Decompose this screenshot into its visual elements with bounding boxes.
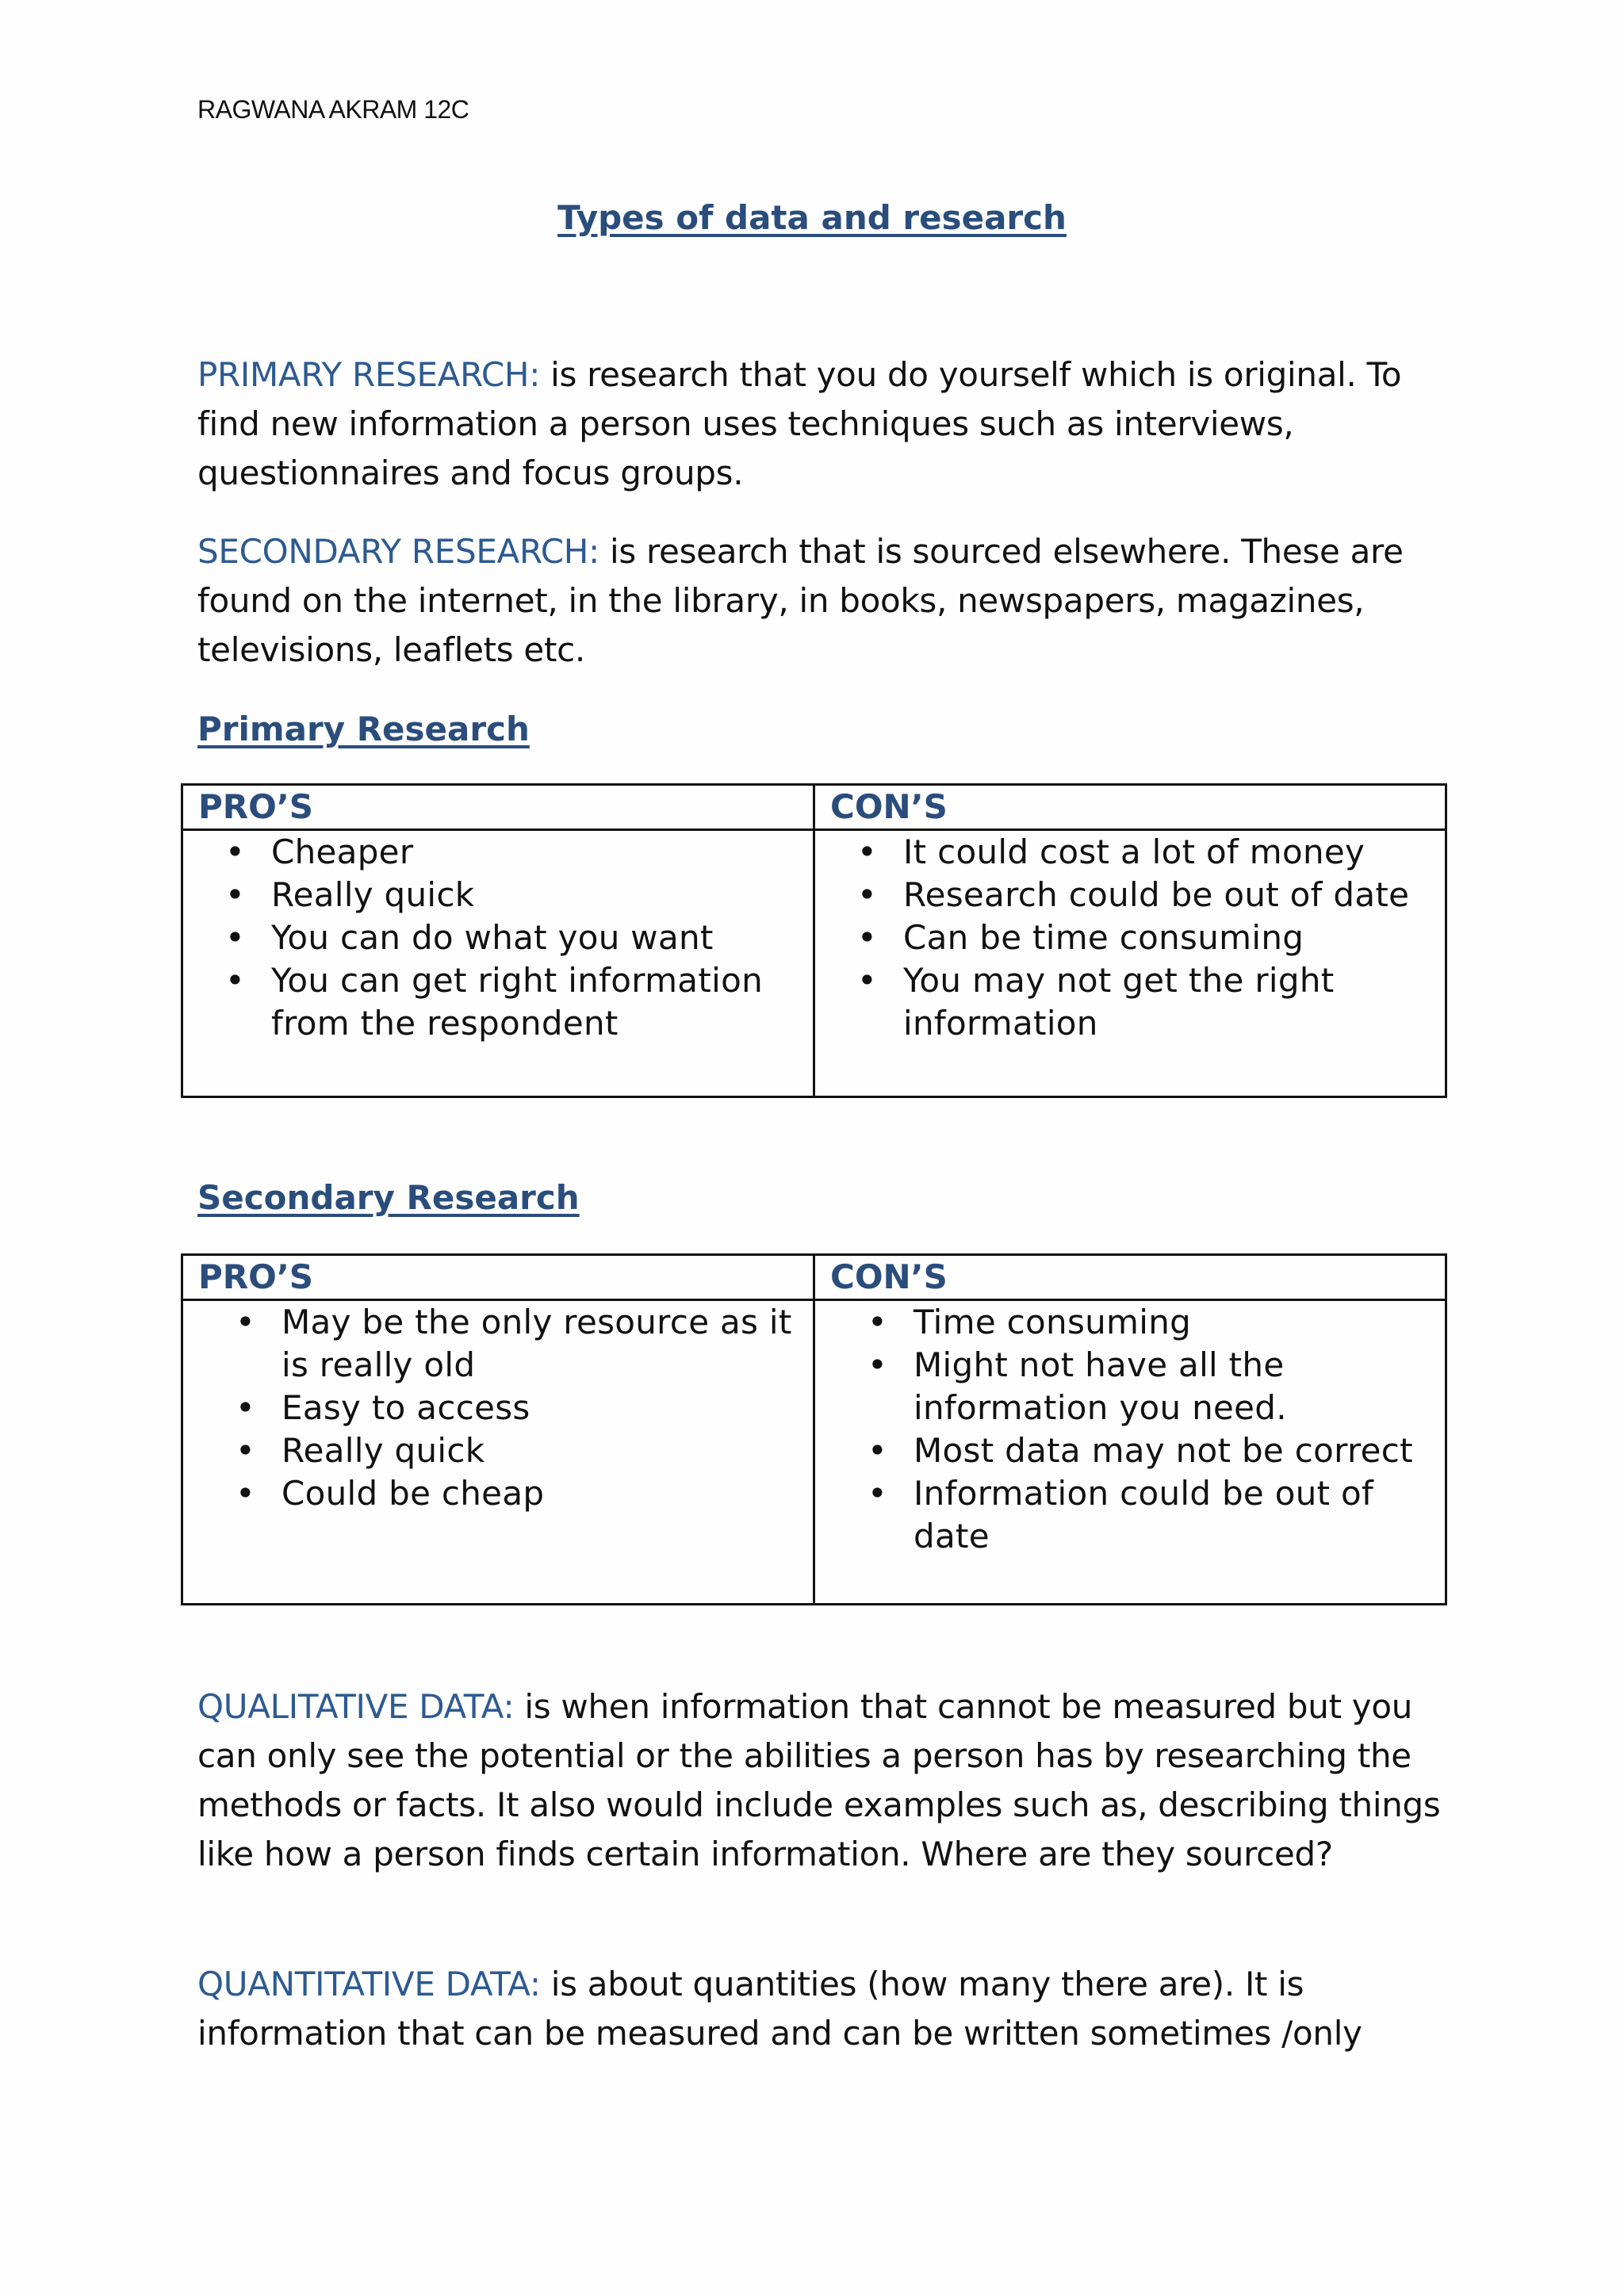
secondary-pros-list: [183, 1301, 813, 1515]
document-title: Types of data and research: [557, 198, 1067, 237]
list-item: • It could cost a lot of money: [903, 831, 1429, 874]
list-item: • You can do what you want: [271, 916, 797, 959]
primary-research-definition: [197, 350, 1450, 498]
list-item: • Easy to access: [282, 1387, 797, 1429]
secondary-research-heading: Secondary Research: [197, 1178, 580, 1217]
primary-research-term: PRIMARY RESEARCH:: [197, 355, 541, 394]
list-item: • May be the only resource as it is really old: [282, 1301, 797, 1387]
list-item: • You may not get the right information: [903, 959, 1429, 1045]
quantitative-data-text: is about quantities (how many there are). It is information that can be measured and can be written sometimes /only: [197, 1965, 1362, 2053]
list-item: • Time consuming: [914, 1301, 1429, 1344]
list-item: • Might not have all the information you need.: [914, 1344, 1429, 1429]
secondary-research-term: SECONDARY RESEARCH:: [197, 532, 599, 571]
primary-cons-cell: [814, 830, 1446, 1097]
secondary-research-table: [181, 1253, 1447, 1605]
primary-research-text: is research that you do yourself which is original. To find new information a person uses techniques such as interviews, questionnaires and focus groups.: [197, 355, 1402, 492]
secondary-research-definition: [197, 527, 1450, 675]
qualitative-data-definition: [197, 1682, 1450, 1879]
qualitative-data-term: QUALITATIVE DATA:: [197, 1687, 515, 1726]
primary-pros-list: [183, 831, 813, 1045]
primary-research-heading: Primary Research: [197, 710, 530, 748]
list-item: • Research could be out of date: [903, 874, 1429, 916]
quantitative-data-definition: [197, 1960, 1450, 2058]
list-item: • Cheaper: [271, 831, 797, 874]
list-item: • Can be time consuming: [903, 916, 1429, 959]
secondary-pros-cell: [182, 1300, 814, 1605]
primary-pros-header: PRO’S: [182, 785, 814, 830]
list-item: • You can get right information from the respondent: [271, 959, 797, 1045]
secondary-cons-cell: [814, 1300, 1446, 1605]
primary-cons-header: CON’S: [814, 785, 1446, 830]
primary-cons-list: [815, 831, 1445, 1045]
qualitative-data-text: is when information that cannot be measured but you can only see the potential or the abilities a person has by researching the methods or facts. It also would include examples such as, describing things like how a person finds certain information. Where are they sourced?: [197, 1687, 1441, 1873]
list-item: • Really quick: [271, 874, 797, 916]
quantitative-data-term: QUANTITATIVE DATA:: [197, 1965, 541, 2003]
list-item: • Really quick: [282, 1429, 797, 1472]
list-item: • Most data may not be correct: [914, 1429, 1429, 1472]
author-header: RAGWANA AKRAM 12C: [197, 95, 469, 124]
secondary-cons-header: CON’S: [814, 1255, 1446, 1300]
primary-research-table: [181, 783, 1447, 1098]
secondary-research-text: is research that is sourced elsewhere. These are found on the internet, in the library, in books, newspapers, magazines, televisions, leaflets etc.: [197, 532, 1404, 669]
list-item: • Could be cheap: [282, 1472, 797, 1515]
list-item: • Information could be out of date: [914, 1472, 1429, 1558]
primary-pros-cell: [182, 830, 814, 1097]
secondary-pros-header: PRO’S: [182, 1255, 814, 1300]
secondary-cons-list: [815, 1301, 1445, 1558]
